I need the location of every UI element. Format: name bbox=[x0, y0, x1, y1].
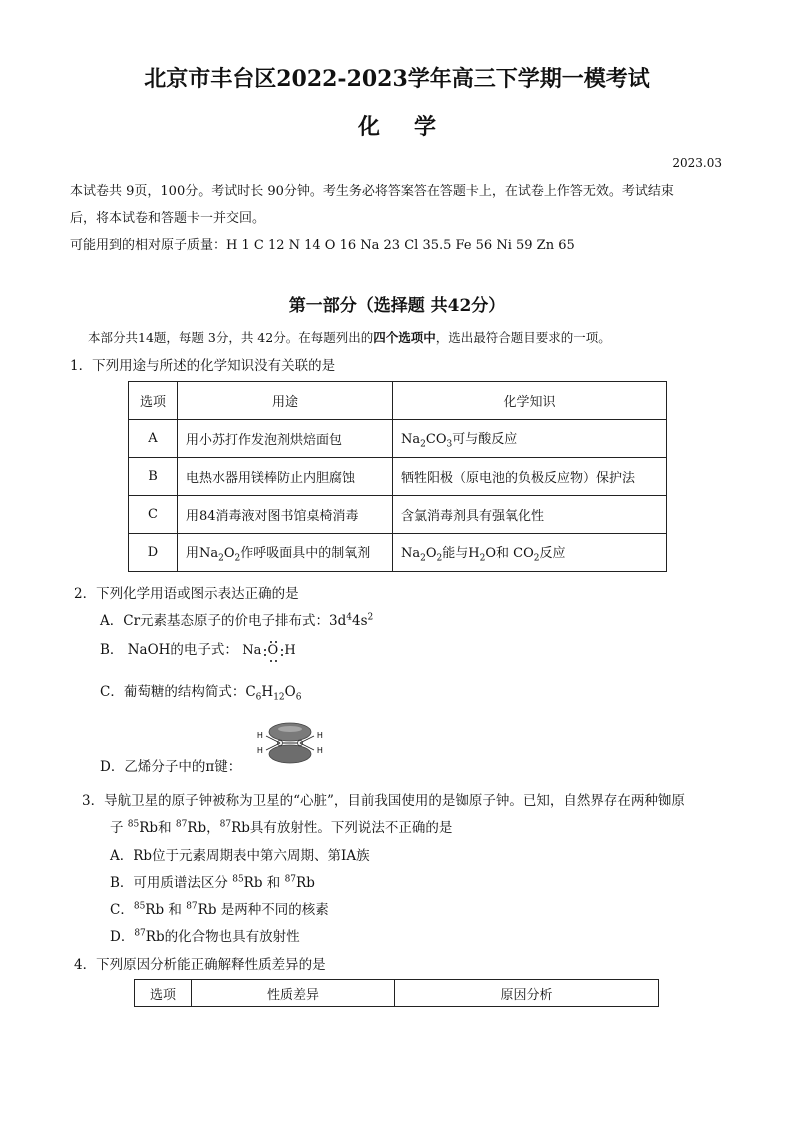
table-row bbox=[129, 458, 667, 496]
q3-option-c: C．$^{85}$Rb 和 $^{87}$Rb 是两种不同的核素 bbox=[110, 901, 329, 918]
table-header-row bbox=[129, 382, 667, 420]
electron-dot bbox=[275, 641, 277, 643]
q2-stem: 2．下列化学用语或图示表达正确的是 bbox=[74, 586, 299, 602]
knowledge-cell: $Na_2CO_3$可与酸反应 bbox=[393, 420, 667, 458]
hydrogen-label: H bbox=[257, 746, 263, 755]
q2-option-c: C．葡萄糖的结构简式：$C_6H_{12}O_6$ bbox=[100, 684, 302, 703]
option-label: D bbox=[129, 534, 178, 572]
electron-dot bbox=[275, 660, 277, 662]
col-header-knowledge: 化学知识 bbox=[393, 382, 667, 420]
option-label: C bbox=[129, 496, 178, 534]
electron-dot bbox=[281, 654, 283, 656]
col-header-option: 选项 bbox=[135, 980, 192, 1007]
q1-table bbox=[128, 381, 667, 572]
q4-table bbox=[134, 979, 659, 1007]
knowledge-cell: $Na_2O_2$能与$H_2O$和 $CO_2$反应 bbox=[393, 534, 667, 572]
q4-stem: 4．下列原因分析能正确解释性质差异的是 bbox=[74, 957, 326, 973]
use-cell: 电热水器用镁棒防止内胆腐蚀 bbox=[178, 458, 393, 496]
hydrogen-label: H bbox=[317, 731, 323, 740]
use-cell: 用小苏打作发泡剂烘焙面包 bbox=[178, 420, 393, 458]
q2-option-d: D．乙烯分子中的π键： bbox=[100, 759, 242, 775]
q3-stem-line-1: 3．导航卫星的原子钟被称为卫星的“心脏”，目前我国使用的是铷原子钟。已知，自然界存在两种铷原 bbox=[82, 793, 685, 809]
col-header-use: 用途 bbox=[178, 382, 393, 420]
q3-option-b: B．可用质谱法区分 $^{85}$Rb 和 $^{87}$Rb bbox=[110, 874, 315, 891]
exam-title: 北京市丰台区2022-2023学年高三下学期一模考试 bbox=[144, 66, 650, 92]
electron-dot bbox=[264, 649, 266, 651]
exam-date: 2023.03 bbox=[672, 156, 722, 170]
option-label: B bbox=[129, 458, 178, 496]
col-header-option: 选项 bbox=[129, 382, 178, 420]
pi-lobe-lower bbox=[269, 745, 311, 763]
q2-option-b: B． NaOH的电子式： Na O H bbox=[100, 638, 296, 658]
electron-dot bbox=[281, 649, 283, 651]
knowledge-cell: 牺牲阳极（原电池的负极反应物）保护法 bbox=[393, 458, 667, 496]
table-row bbox=[129, 420, 667, 458]
knowledge-cell: 含氯消毒剂具有强氧化性 bbox=[393, 496, 667, 534]
table-header-row bbox=[135, 980, 659, 1007]
table-row bbox=[129, 534, 667, 572]
q3-stem-line-2: 子 $^{85}$Rb和 $^{87}$Rb，$^{87}$Rb具有放射性。下列说法不正确的是 bbox=[110, 819, 453, 836]
section-instructions: 本部分共14题，每题 3分，共 42分。在每题列出的四个选项中，选出最符合题目要求的一项。 bbox=[88, 330, 611, 345]
q2-option-a: A．Cr元素基态原子的价电子排布式：$3d^44s^2$ bbox=[100, 612, 374, 629]
option-label: A bbox=[129, 420, 178, 458]
atomic-mass-line: 可能用到的相对原子质量：H 1 C 12 N 14 O 16 Na 23 Cl 35.5 Fe 56 Ni 59 Zn 65 bbox=[70, 238, 575, 253]
naoh-electron-formula: Na O H bbox=[242, 643, 295, 658]
hydrogen-label: H bbox=[257, 731, 263, 740]
electron-dot bbox=[270, 660, 272, 662]
pi-lobe-highlight bbox=[278, 726, 302, 732]
section-title: 第一部分（选择题 共42分） bbox=[288, 296, 506, 316]
table-row bbox=[129, 496, 667, 534]
use-cell: 用$Na_2O_2$作呼吸面具中的制氧剂 bbox=[178, 534, 393, 572]
use-cell: 用84消毒液对图书馆桌椅消毒 bbox=[178, 496, 393, 534]
col-header-property-difference: 性质差异 bbox=[192, 980, 395, 1007]
hydrogen-label: H bbox=[317, 746, 323, 755]
q3-option-a: A．Rb位于元素周期表中第六周期、第ⅠA族 bbox=[110, 848, 370, 864]
pi-bond-diagram bbox=[252, 722, 328, 764]
col-header-reason-analysis: 原因分析 bbox=[395, 980, 659, 1007]
electron-dot bbox=[270, 641, 272, 643]
intro-line-2: 后，将本试卷和答题卡一并交回。 bbox=[70, 211, 266, 226]
subject-title: 化学 bbox=[357, 114, 470, 140]
q1-stem: 1．下列用途与所述的化学知识没有关联的是 bbox=[70, 358, 336, 374]
intro-line-1: 本试卷共 9页，100分。考试时长 90分钟。考生务必将答案答在答题卡上，在试卷上作答无效。考试结束 bbox=[70, 184, 674, 199]
electron-dot bbox=[264, 654, 266, 656]
q3-option-d: D．$^{87}$Rb的化合物也具有放射性 bbox=[110, 928, 300, 945]
